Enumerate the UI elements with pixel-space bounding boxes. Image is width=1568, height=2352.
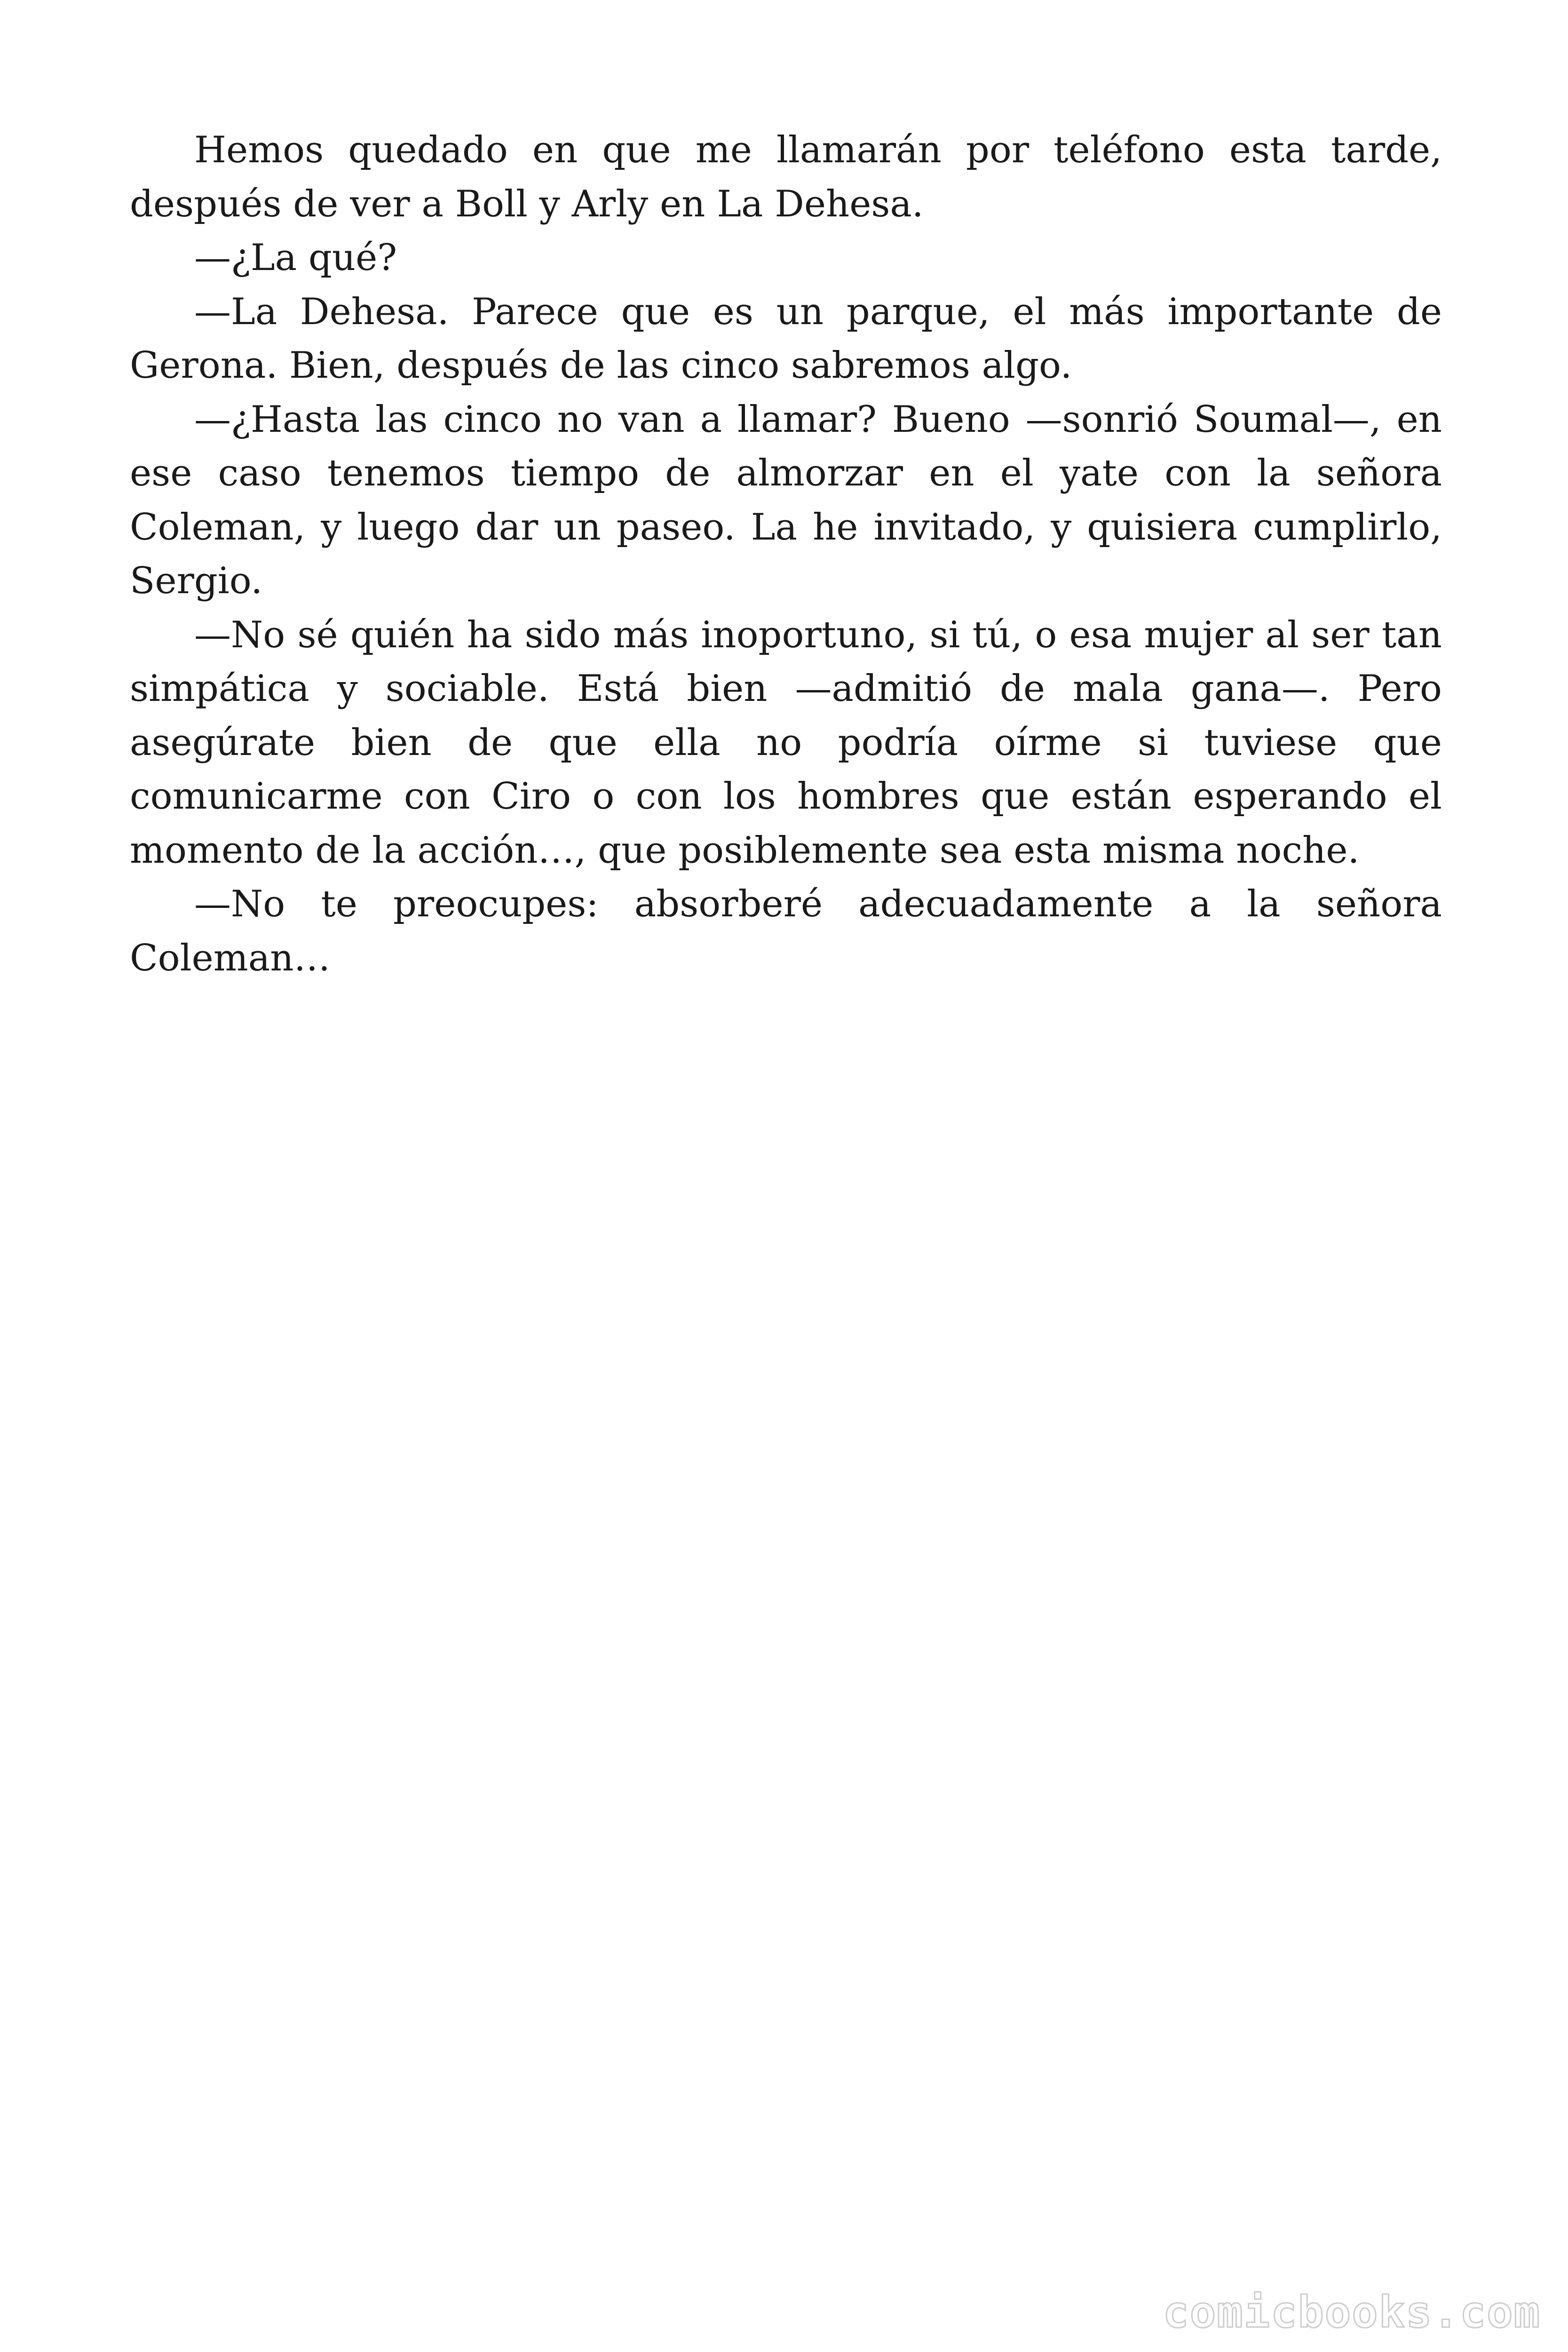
paragraph: —No te preocupes: absorberé adecuadamente a la señora Coleman… [130, 883, 1442, 979]
paragraph: Hemos quedado en que me llamarán por teléfono esta tarde, después de ver a Boll y Arly en La Dehesa. [130, 129, 1442, 225]
paragraph: —¿Hasta las cinco no van a llamar? Bueno —sonrió Soumal—, en ese caso tenemos tiempo de almorzar en el yate con la señora Coleman, y luego dar un paseo. La he invitado, y quisiera cumplirlo, Sergio. [130, 398, 1442, 602]
body-text [130, 123, 1442, 985]
paragraph: —La Dehesa. Parece que es un parque, el más importante de Gerona. Bien, después de las cinco sabremos algo. [130, 290, 1442, 387]
paragraph: —No sé quién ha sido más inoportuno, si tú, o esa mujer al ser tan simpática y sociable. Está bien —admitió de mala gana—. Pero asegúrate bien de que ella no podría oírme si tuviese que comunicarme con Ciro o con los hombres que están esperando el momento de la acción…, que posiblemente sea esta misma noche. [130, 613, 1442, 872]
paragraph: —¿La qué? [194, 237, 397, 279]
watermark: comicbooks.com [1163, 2287, 1541, 2337]
